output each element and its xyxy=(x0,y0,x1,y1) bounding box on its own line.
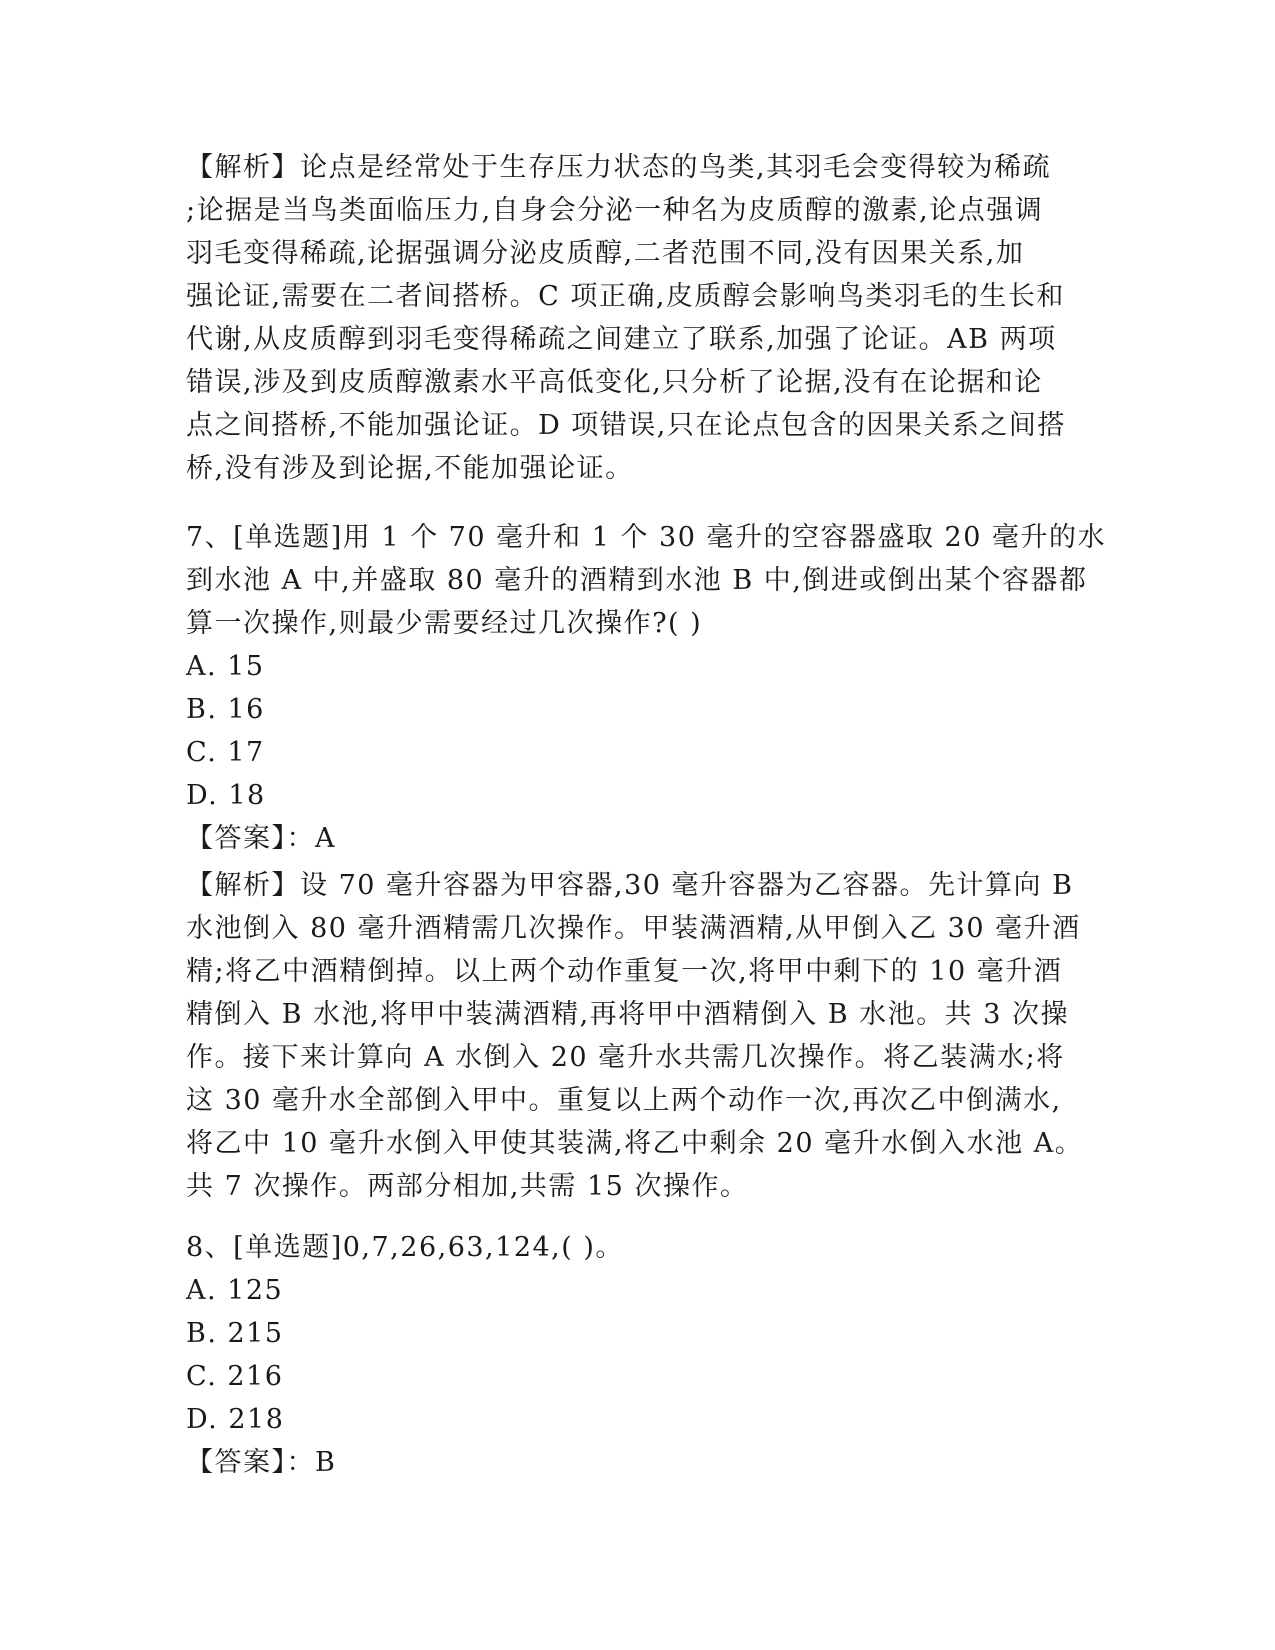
question-stem-line: 算一次操作,则最少需要经过几次操作?( ) xyxy=(186,608,703,639)
analysis-line: ;论据是当鸟类面临压力,自身会分泌一种名为皮质醇的激素,论点强调 xyxy=(186,195,1044,226)
answer-line: 【答案】：A xyxy=(186,823,336,854)
question-7 xyxy=(186,516,1106,860)
analysis-line: 【解析】论点是经常处于生存压力状态的鸟类,其羽毛会变得较为稀疏 xyxy=(186,152,1052,183)
prev-question-analysis xyxy=(186,146,1086,490)
analysis-line: 【解析】设 70 毫升容器为甲容器,30 毫升容器为乙容器。先计算向 B xyxy=(186,870,1074,901)
analysis-line: 这 30 毫升水全部倒入甲中。重复以上两个动作一次,再次乙中倒满水, xyxy=(186,1085,1062,1116)
answer-line: 【答案】：B xyxy=(186,1447,337,1478)
analysis-line: 精倒入 B 水池,将甲中装满酒精,再将甲中酒精倒入 B 水池。共 3 次操 xyxy=(186,999,1070,1030)
question-8 xyxy=(186,1226,1086,1484)
option-a: A. 125 xyxy=(186,1275,284,1306)
option-c: C. 216 xyxy=(186,1361,284,1392)
option-d: D. 18 xyxy=(186,780,266,811)
analysis-line: 桥,没有涉及到论据,不能加强论证。 xyxy=(186,453,634,484)
analysis-line: 共 7 次操作。两部分相加,共需 15 次操作。 xyxy=(186,1171,749,1202)
analysis-line: 作。接下来计算向 A 水倒入 20 毫升水共需几次操作。将乙装满水;将 xyxy=(186,1042,1065,1073)
option-b: B. 16 xyxy=(186,694,265,725)
option-d: D. 218 xyxy=(186,1404,285,1435)
question-stem-line: 7、[单选题]用 1 个 70 毫升和 1 个 30 毫升的空容器盛取 20 毫升的水 xyxy=(186,522,1106,553)
analysis-line: 强论证,需要在二者间搭桥。C 项正确,皮质醇会影响鸟类羽毛的生长和 xyxy=(186,281,1065,312)
option-c: C. 17 xyxy=(186,737,265,768)
option-b: B. 215 xyxy=(186,1318,284,1349)
analysis-line: 错误,涉及到皮质醇激素水平高低变化,只分析了论据,没有在论据和论 xyxy=(186,367,1043,398)
option-a: A. 15 xyxy=(186,651,265,682)
analysis-line: 羽毛变得稀疏,论据强调分泌皮质醇,二者范围不同,没有因果关系,加 xyxy=(186,238,1025,269)
analysis-line: 将乙中 10 毫升水倒入甲使其装满,将乙中剩余 20 毫升水倒入水池 A。 xyxy=(186,1128,1084,1159)
question-stem-line: 到水池 A 中,并盛取 80 毫升的酒精到水池 B 中,倒进或倒出某个容器都 xyxy=(186,565,1088,596)
analysis-line: 水池倒入 80 毫升酒精需几次操作。甲装满酒精,从甲倒入乙 30 毫升酒 xyxy=(186,913,1081,944)
analysis-line: 点之间搭桥,不能加强论证。D 项错误,只在论点包含的因果关系之间搭 xyxy=(186,410,1066,441)
analysis-line: 代谢,从皮质醇到羽毛变得稀疏之间建立了联系,加强了论证。AB 两项 xyxy=(186,324,1057,355)
analysis-line: 精;将乙中酒精倒掉。以上两个动作重复一次,将甲中剩下的 10 毫升酒 xyxy=(186,956,1063,987)
question-7-analysis xyxy=(186,864,1086,1208)
question-stem-line: 8、[单选题]0,7,26,63,124,( )。 xyxy=(186,1232,624,1263)
